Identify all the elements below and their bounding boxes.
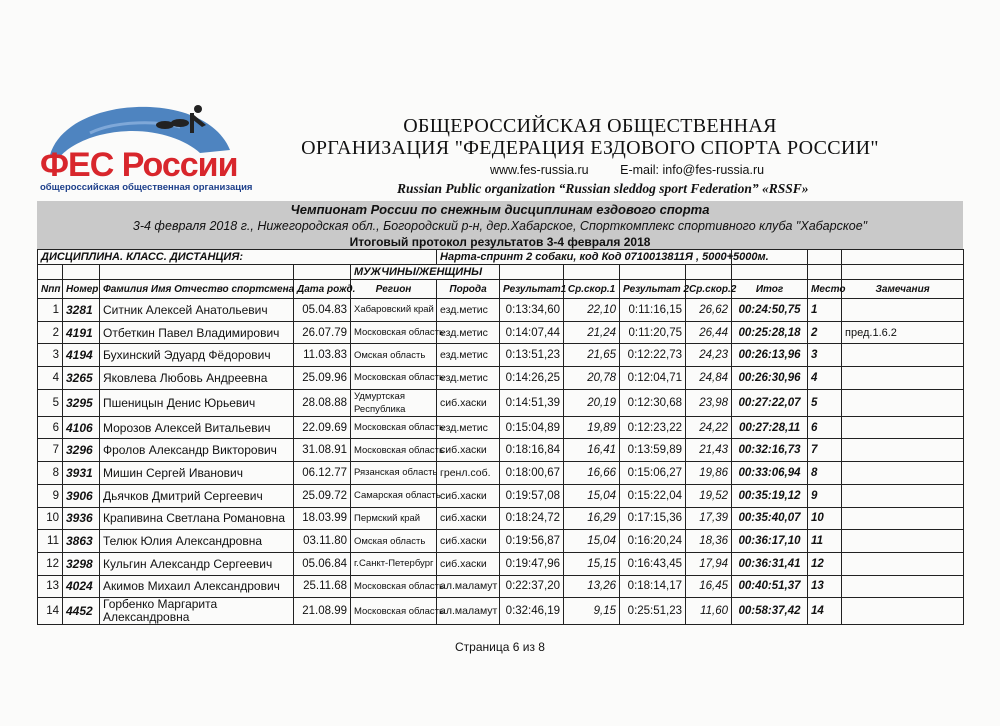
column-header: Замечания	[842, 280, 964, 299]
athlete-name: Фролов Александр Викторович	[100, 439, 294, 462]
remarks	[842, 598, 964, 625]
athlete-name: Мишин Сергей Иванович	[100, 462, 294, 485]
column-header: Дата рожд.	[294, 280, 351, 299]
athlete-name: Горбенко Маргарита Александровна	[100, 598, 294, 625]
region: Московская область	[351, 367, 437, 390]
page-number: Страница 6 из 8	[455, 640, 545, 654]
bib-number: 3298	[63, 552, 100, 575]
result-1: 0:22:37,20	[500, 575, 564, 598]
result-1: 0:18:16,84	[500, 439, 564, 462]
remarks	[842, 507, 964, 530]
bib-number: 4452	[63, 598, 100, 625]
place: 9	[808, 484, 842, 507]
row-number: 1	[38, 299, 63, 322]
discipline-value: Нарта-спринт 2 собаки, код Код 0710013811Я , 5000+5000м.	[437, 250, 732, 265]
result-2: 0:12:30,68	[620, 389, 686, 416]
table-row	[38, 416, 964, 439]
column-header: Результат1	[500, 280, 564, 299]
row-number: 8	[38, 462, 63, 485]
place: 11	[808, 530, 842, 553]
region: Московская область	[351, 321, 437, 344]
bib-number: 4194	[63, 344, 100, 367]
birth-date: 21.08.99	[294, 598, 351, 625]
total-time: 00:33:06,94	[732, 462, 808, 485]
table-row	[38, 507, 964, 530]
bib-number: 3936	[63, 507, 100, 530]
remarks	[842, 462, 964, 485]
speed-2: 26,44	[686, 321, 732, 344]
athlete-name: Акимов Михаил Александрович	[100, 575, 294, 598]
result-2: 0:16:43,45	[620, 552, 686, 575]
speed-1: 15,04	[564, 530, 620, 553]
total-time: 00:35:40,07	[732, 507, 808, 530]
row-number: 9	[38, 484, 63, 507]
result-1: 0:13:34,60	[500, 299, 564, 322]
result-2: 0:12:23,22	[620, 416, 686, 439]
total-time: 00:40:51,37	[732, 575, 808, 598]
row-number: 12	[38, 552, 63, 575]
logo-subtitle: общероссийская общественная организация	[40, 182, 253, 193]
column-header: Ср.скор.2	[686, 280, 732, 299]
table-row	[38, 598, 964, 625]
bib-number: 3296	[63, 439, 100, 462]
breed: езд.метис	[437, 299, 500, 322]
athlete-name: Крапивина Светлана Романовна	[100, 507, 294, 530]
result-1: 0:13:51,23	[500, 344, 564, 367]
athlete-name: Отбеткин Павел Владимирович	[100, 321, 294, 344]
speed-1: 13,26	[564, 575, 620, 598]
total-time: 00:36:17,10	[732, 530, 808, 553]
speed-2: 24,84	[686, 367, 732, 390]
athlete-name: Дьячков Дмитрий Сергеевич	[100, 484, 294, 507]
speed-2: 18,36	[686, 530, 732, 553]
remarks	[842, 416, 964, 439]
remarks	[842, 344, 964, 367]
region: г.Санкт-Петербург	[351, 552, 437, 575]
athlete-name: Яковлева Любовь Андреевна	[100, 367, 294, 390]
column-header: Место	[808, 280, 842, 299]
column-header: Порода	[437, 280, 500, 299]
speed-1: 16,41	[564, 439, 620, 462]
row-number: 3	[38, 344, 63, 367]
region: Московская область	[351, 598, 437, 625]
total-time: 00:24:50,75	[732, 299, 808, 322]
result-2: 0:15:06,27	[620, 462, 686, 485]
result-2: 0:18:14,17	[620, 575, 686, 598]
breed: езд.метис	[437, 321, 500, 344]
remarks	[842, 575, 964, 598]
bib-number: 4191	[63, 321, 100, 344]
event-place: 3-4 февраля 2018 г., Нижегородская обл., Богородский р-н, дер.Хабарское, Спорткомплекс спортивного клуба "Хабарское"	[132, 219, 868, 233]
bib-number: 3931	[63, 462, 100, 485]
place: 7	[808, 439, 842, 462]
row-number: 4	[38, 367, 63, 390]
breed: гренл.соб.	[437, 462, 500, 485]
org-name-line2: ОРГАНИЗАЦИЯ "ФЕДЕРАЦИЯ ЕЗДОВОГО СПОРТА РОССИИ"	[301, 137, 879, 159]
column-header: Номер	[63, 280, 100, 299]
speed-2: 16,45	[686, 575, 732, 598]
bib-number: 3906	[63, 484, 100, 507]
athlete-name: Бухинский Эдуард Фёдорович	[100, 344, 294, 367]
protocol-title: Итоговый протокол результатов 3-4 февраля 2018	[349, 235, 651, 249]
org-name-line1: ОБЩЕРОССИЙСКАЯ ОБЩЕСТВЕННАЯ	[403, 115, 777, 137]
remarks	[842, 530, 964, 553]
result-1: 0:18:00,67	[500, 462, 564, 485]
breed: ал.маламут	[437, 598, 500, 625]
breed: сиб.хаски	[437, 530, 500, 553]
athlete-name: Кульгин Александр Сергеевич	[100, 552, 294, 575]
speed-2: 21,43	[686, 439, 732, 462]
speed-1: 20,78	[564, 367, 620, 390]
bib-number: 3863	[63, 530, 100, 553]
bib-number: 3295	[63, 389, 100, 416]
speed-1: 21,65	[564, 344, 620, 367]
region: Московская область	[351, 439, 437, 462]
birth-date: 25.11.68	[294, 575, 351, 598]
region: Омская область	[351, 530, 437, 553]
results-table	[37, 249, 964, 625]
result-2: 0:13:59,89	[620, 439, 686, 462]
bib-number: 4024	[63, 575, 100, 598]
place: 12	[808, 552, 842, 575]
breed: езд.метис	[437, 367, 500, 390]
table-row	[38, 367, 964, 390]
breed: сиб.хаски	[437, 439, 500, 462]
table-row	[38, 389, 964, 416]
speed-1: 20,19	[564, 389, 620, 416]
breed: езд.метис	[437, 344, 500, 367]
region: Самарская область	[351, 484, 437, 507]
birth-date: 03.11.80	[294, 530, 351, 553]
contacts	[490, 163, 792, 177]
result-1: 0:15:04,89	[500, 416, 564, 439]
region: Московская область	[351, 416, 437, 439]
region: Рязанская область	[351, 462, 437, 485]
birth-date: 18.03.99	[294, 507, 351, 530]
table-row	[38, 344, 964, 367]
result-2: 0:11:16,15	[620, 299, 686, 322]
result-2: 0:17:15,36	[620, 507, 686, 530]
total-time: 00:26:30,96	[732, 367, 808, 390]
birth-date: 28.08.88	[294, 389, 351, 416]
region: Пермский край	[351, 507, 437, 530]
place: 1	[808, 299, 842, 322]
remarks	[842, 389, 964, 416]
birth-date: 25.09.96	[294, 367, 351, 390]
place: 4	[808, 367, 842, 390]
column-header: Регион	[351, 280, 437, 299]
speed-1: 15,15	[564, 552, 620, 575]
speed-1: 16,29	[564, 507, 620, 530]
email-link[interactable]: E-mail: info@fes-russia.ru	[620, 163, 765, 177]
speed-2: 17,94	[686, 552, 732, 575]
total-time: 00:32:16,73	[732, 439, 808, 462]
birth-date: 26.07.79	[294, 321, 351, 344]
row-number: 14	[38, 598, 63, 625]
region: Хабаровский край	[351, 299, 437, 322]
bib-number: 4106	[63, 416, 100, 439]
row-number: 11	[38, 530, 63, 553]
row-number: 7	[38, 439, 63, 462]
speed-1: 19,89	[564, 416, 620, 439]
place: 2	[808, 321, 842, 344]
total-time: 00:25:28,18	[732, 321, 808, 344]
birth-date: 05.04.83	[294, 299, 351, 322]
table-row	[38, 299, 964, 322]
org-name-english: Russian Public organization “Russian sleddog sport Federation” «RSSF»	[397, 181, 809, 196]
result-1: 0:19:57,08	[500, 484, 564, 507]
speed-1: 22,10	[564, 299, 620, 322]
speed-2: 23,98	[686, 389, 732, 416]
column-header: Ср.скор.1	[564, 280, 620, 299]
speed-2: 11,60	[686, 598, 732, 625]
result-1: 0:14:07,44	[500, 321, 564, 344]
region: Омская область	[351, 344, 437, 367]
region: Удмуртская Республика	[351, 389, 437, 416]
place: 14	[808, 598, 842, 625]
discipline-label: ДИСЦИПЛИНА. КЛАСС. ДИСТАНЦИЯ:	[38, 250, 437, 265]
result-2: 0:15:22,04	[620, 484, 686, 507]
logo-title: ФЕС России	[40, 146, 238, 184]
athlete-name: Телюк Юлия Александровна	[100, 530, 294, 553]
result-1: 0:32:46,19	[500, 598, 564, 625]
table-row	[38, 439, 964, 462]
speed-1: 9,15	[564, 598, 620, 625]
sex-group: МУЖЧИНЫ/ЖЕНЩИНЫ	[351, 265, 500, 280]
result-2: 0:25:51,23	[620, 598, 686, 625]
remarks	[842, 367, 964, 390]
speed-1: 16,66	[564, 462, 620, 485]
speed-2: 19,52	[686, 484, 732, 507]
birth-date: 25.09.72	[294, 484, 351, 507]
result-2: 0:11:20,75	[620, 321, 686, 344]
table-row	[38, 462, 964, 485]
website-link[interactable]: www.fes-russia.ru	[490, 163, 589, 177]
place: 13	[808, 575, 842, 598]
speed-1: 21,24	[564, 321, 620, 344]
birth-date: 31.08.91	[294, 439, 351, 462]
athlete-name: Пшеницын Денис Юрьевич	[100, 389, 294, 416]
speed-2: 26,62	[686, 299, 732, 322]
birth-date: 22.09.69	[294, 416, 351, 439]
bib-number: 3265	[63, 367, 100, 390]
result-1: 0:19:56,87	[500, 530, 564, 553]
row-number: 13	[38, 575, 63, 598]
breed: сиб.хаски	[437, 484, 500, 507]
place: 6	[808, 416, 842, 439]
table-row	[38, 552, 964, 575]
place: 3	[808, 344, 842, 367]
total-time: 00:35:19,12	[732, 484, 808, 507]
table-row	[38, 530, 964, 553]
speed-2: 24,23	[686, 344, 732, 367]
result-1: 0:14:26,25	[500, 367, 564, 390]
result-1: 0:19:47,96	[500, 552, 564, 575]
breed: сиб.хаски	[437, 507, 500, 530]
row-number: 6	[38, 416, 63, 439]
column-header: Фамилия Имя Отчество спортсмена	[100, 280, 294, 299]
breed: ал.маламут	[437, 575, 500, 598]
column-header: Nпп	[38, 280, 63, 299]
table-row	[38, 484, 964, 507]
breed: сиб.хаски	[437, 552, 500, 575]
remarks	[842, 439, 964, 462]
bib-number: 3281	[63, 299, 100, 322]
athlete-name: Морозов Алексей Витальевич	[100, 416, 294, 439]
remarks	[842, 484, 964, 507]
remarks	[842, 552, 964, 575]
table-row	[38, 575, 964, 598]
birth-date: 11.03.83	[294, 344, 351, 367]
column-header: Результат 2	[620, 280, 686, 299]
place: 5	[808, 389, 842, 416]
place: 10	[808, 507, 842, 530]
total-time: 00:58:37,42	[732, 598, 808, 625]
birth-date: 05.06.84	[294, 552, 351, 575]
remarks: пред.1.6.2	[842, 321, 964, 344]
table-row	[38, 321, 964, 344]
championship-title: Чемпионат России по снежным дисциплинам ездового спорта	[290, 202, 710, 217]
breed: сиб.хаски	[437, 389, 500, 416]
result-2: 0:16:20,24	[620, 530, 686, 553]
result-1: 0:18:24,72	[500, 507, 564, 530]
result-2: 0:12:04,71	[620, 367, 686, 390]
region: Московская область	[351, 575, 437, 598]
result-2: 0:12:22,73	[620, 344, 686, 367]
athlete-name: Ситник Алексей Анатольевич	[100, 299, 294, 322]
speed-1: 15,04	[564, 484, 620, 507]
speed-2: 17,39	[686, 507, 732, 530]
row-number: 2	[38, 321, 63, 344]
remarks	[842, 299, 964, 322]
total-time: 00:26:13,96	[732, 344, 808, 367]
breed: езд.метис	[437, 416, 500, 439]
row-number: 5	[38, 389, 63, 416]
total-time: 00:27:22,07	[732, 389, 808, 416]
birth-date: 06.12.77	[294, 462, 351, 485]
place: 8	[808, 462, 842, 485]
row-number: 10	[38, 507, 63, 530]
total-time: 00:27:28,11	[732, 416, 808, 439]
speed-2: 19,86	[686, 462, 732, 485]
speed-2: 24,22	[686, 416, 732, 439]
total-time: 00:36:31,41	[732, 552, 808, 575]
result-1: 0:14:51,39	[500, 389, 564, 416]
column-header: Итог	[732, 280, 808, 299]
